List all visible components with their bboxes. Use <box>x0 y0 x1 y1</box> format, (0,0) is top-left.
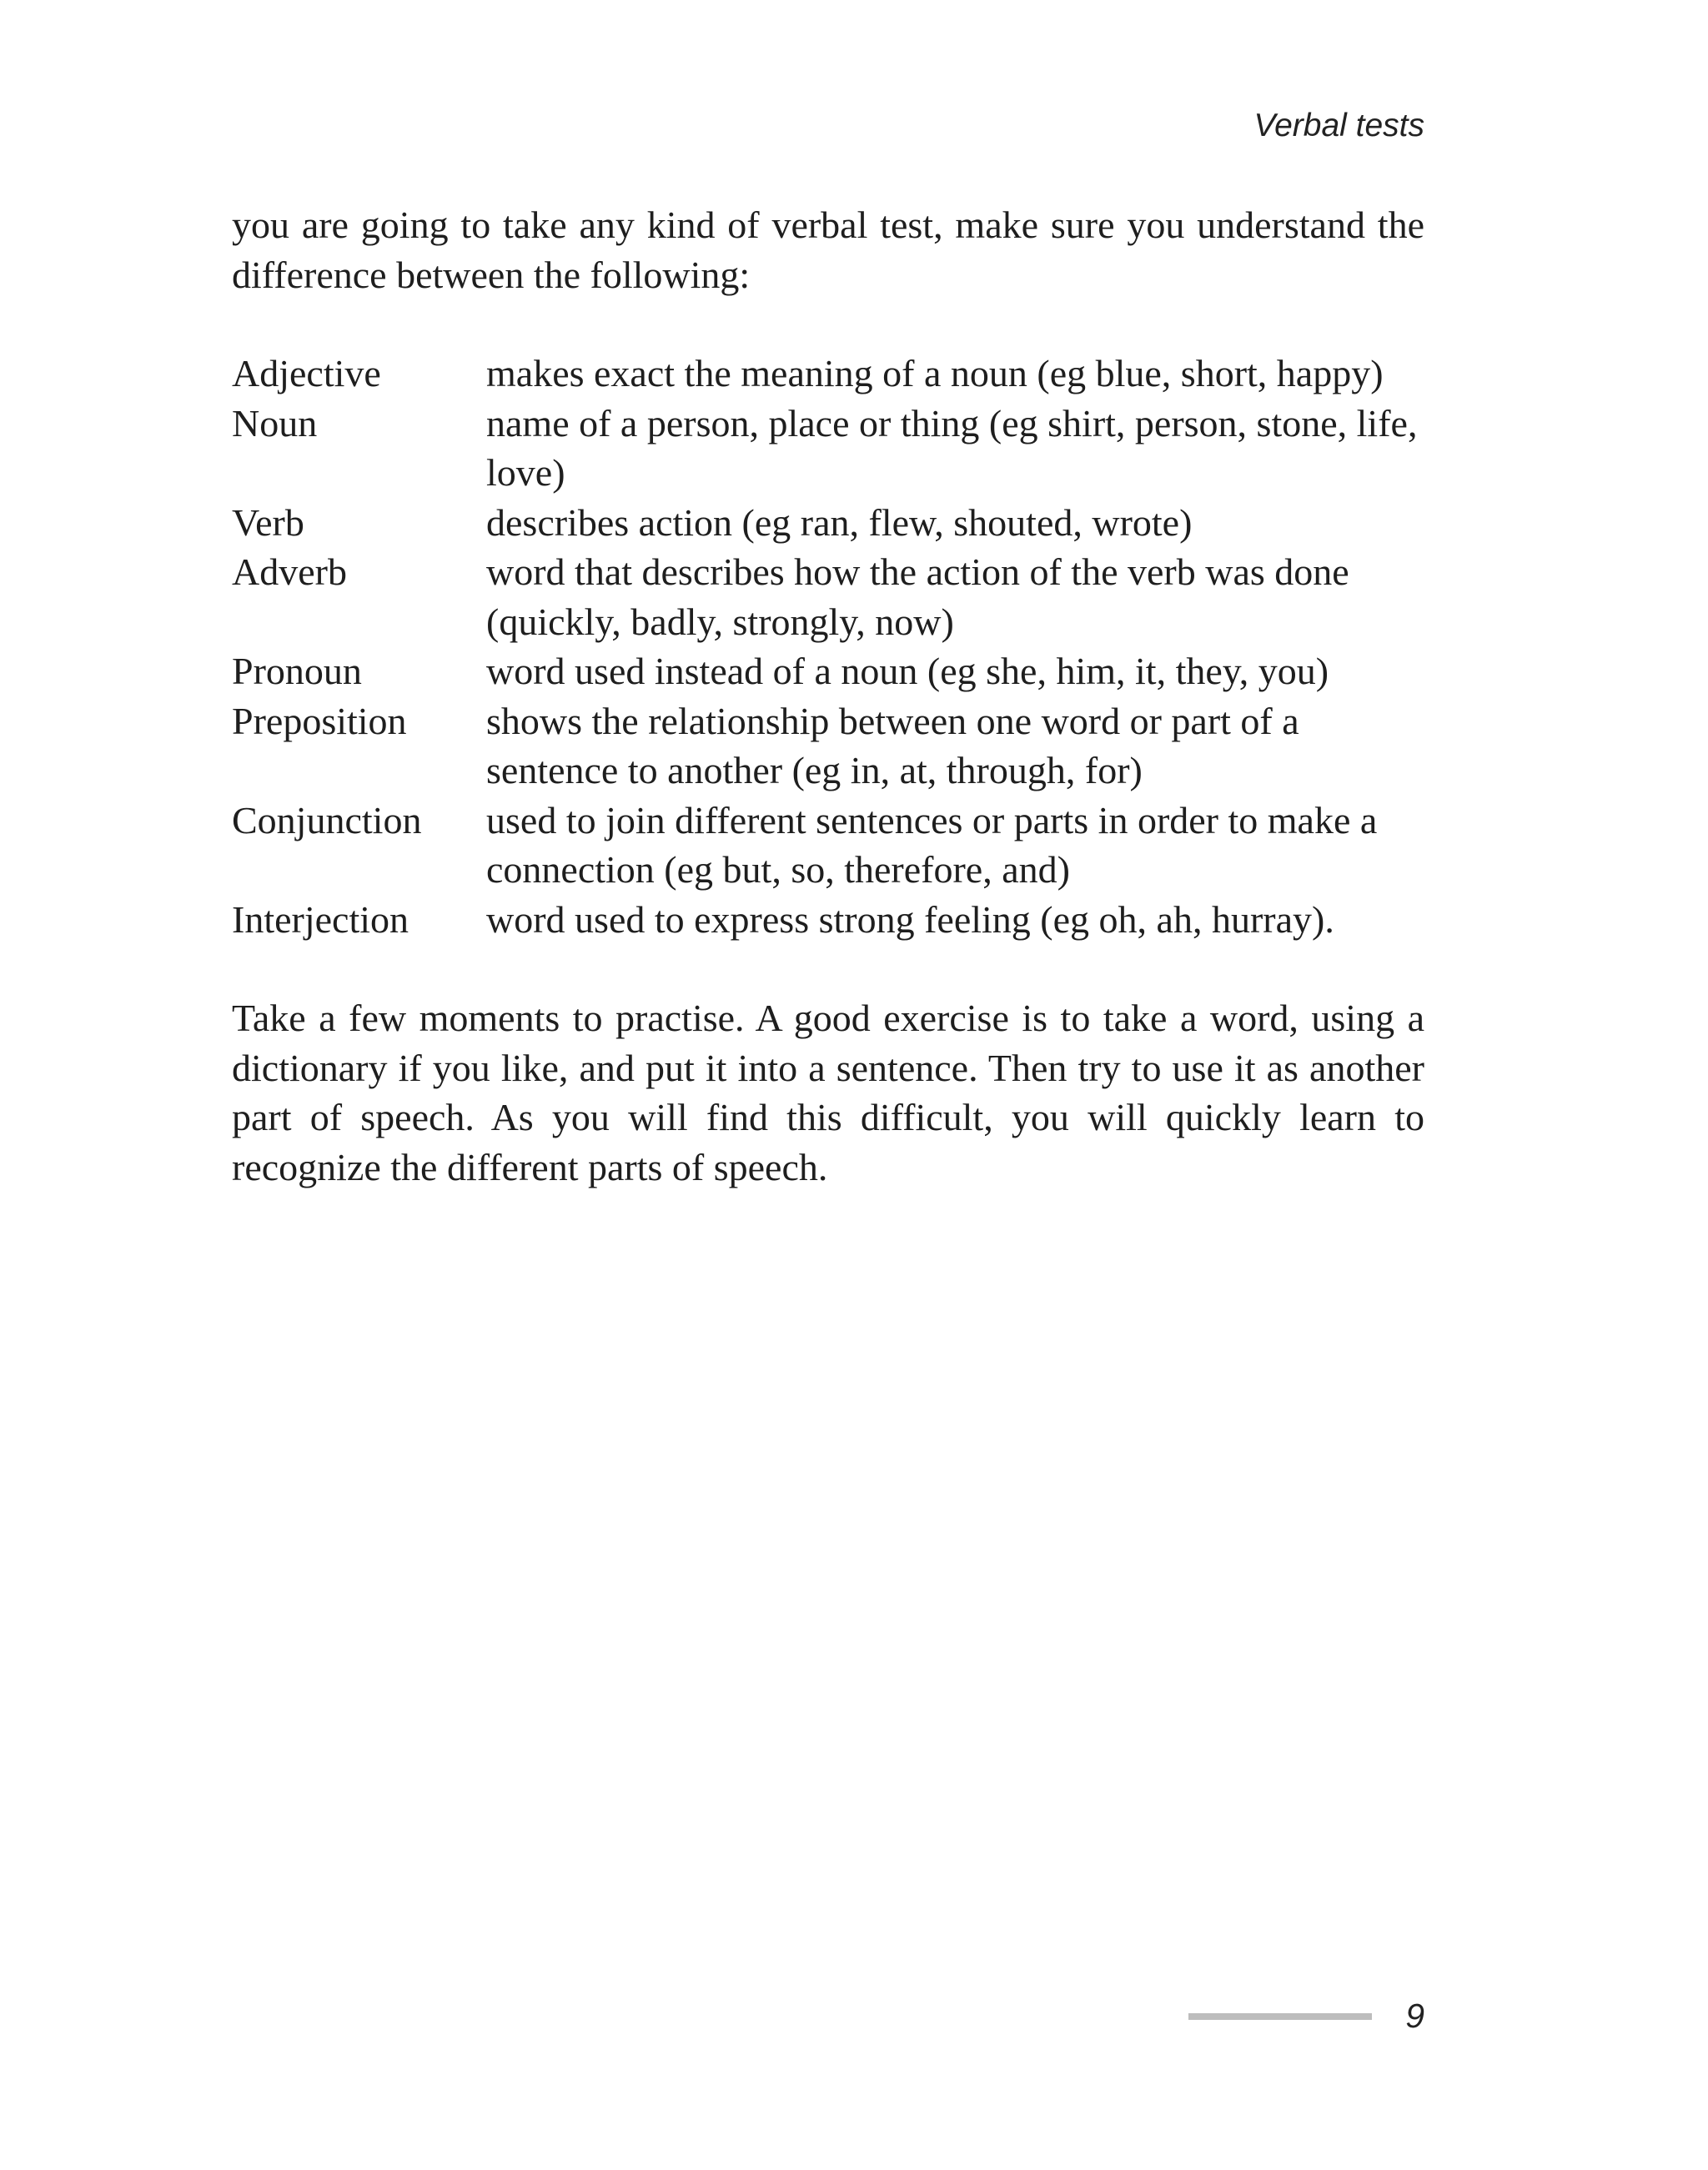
glossary-definition: makes exact the meaning of a noun (eg blue, short, happy) <box>486 352 1384 394</box>
page-footer <box>1188 1996 1424 2037</box>
glossary-term: Conjunction <box>232 798 422 841</box>
running-header: Verbal tests <box>1253 108 1424 143</box>
glossary-term: Interjection <box>232 897 409 941</box>
glossary-definition: used to join different sentences or parts in order to make a connection (eg but, so, therefore, and) <box>486 798 1378 891</box>
footer-rule <box>1188 2013 1372 2020</box>
closing-paragraph: Take a few moments to practise. A good exercise is to take a word, using a dictionary if you like, and put it into a sentence. Then try to use it as another part of speech. As you will find this difficult, you will quickly learn to recognize the different parts of speech. <box>232 997 1424 1188</box>
glossary-term: Adverb <box>232 550 347 593</box>
glossary-definition: name of a person, place or thing (eg shirt, person, stone, life, love) <box>486 401 1418 494</box>
glossary-definition: shows the relationship between one word or part of a sentence to another (eg in, at, through, for) <box>486 699 1299 791</box>
glossary-term: Verb <box>232 500 304 544</box>
glossary-definition: word that describes how the action of the verb was done (quickly, badly, strongly, now) <box>486 550 1349 643</box>
intro-paragraph: you are going to take any kind of verbal test, make sure you understand the difference between the following: <box>232 203 1424 296</box>
glossary-term: Preposition <box>232 699 407 742</box>
glossary-term: Noun <box>232 401 318 445</box>
glossary-definition: word used to express strong feeling (eg oh, ah, hurray). <box>486 897 1334 941</box>
glossary-definition: describes action (eg ran, flew, shouted, wrote) <box>486 500 1193 544</box>
glossary-definition: word used instead of a noun (eg she, him, it, they, you) <box>486 650 1329 692</box>
glossary-term: Pronoun <box>232 650 362 692</box>
parts-of-speech-list <box>232 349 1424 944</box>
glossary-term: Adjective <box>232 352 381 394</box>
page-number: 9 <box>1405 1997 1424 2035</box>
page-body <box>232 200 1424 1192</box>
